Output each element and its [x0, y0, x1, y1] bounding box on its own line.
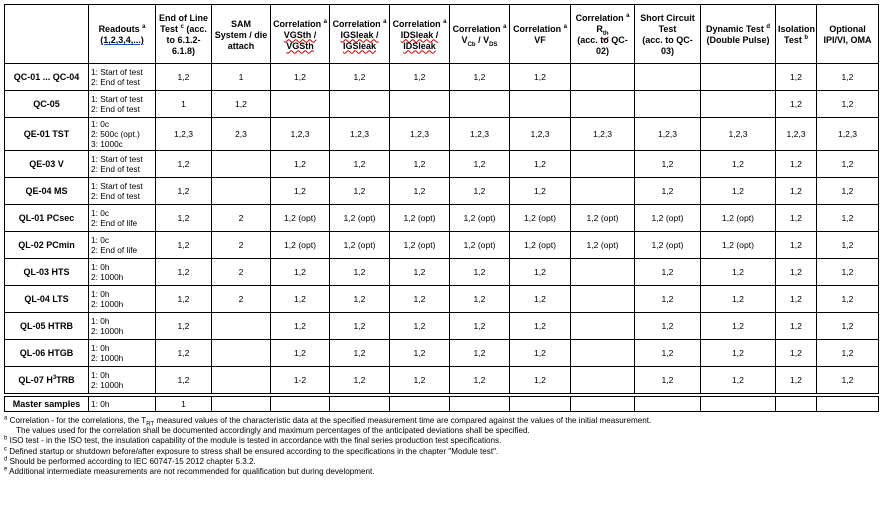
table-cell: 1,2 — [635, 340, 701, 367]
test-matrix-table — [4, 4, 879, 394]
table-cell: 1,2 — [776, 340, 817, 367]
table-cell — [571, 64, 635, 91]
row-readouts — [89, 205, 156, 232]
table-cell: 1,2 — [450, 151, 510, 178]
table-cell — [330, 91, 390, 118]
table-cell: 1,2 — [817, 259, 879, 286]
table-row — [5, 178, 879, 205]
row-test-name-text: QL-03 HTS — [23, 267, 70, 277]
table-cell: 1,2 — [701, 313, 776, 340]
table-row — [5, 286, 879, 313]
table-cell: 1,2 — [510, 151, 571, 178]
table-cell: 1,2 (opt) — [390, 205, 450, 232]
table-cell: 1,2 — [776, 64, 817, 91]
readout-line: 2: End of test — [91, 104, 140, 114]
readout-line: 1: 0c — [91, 208, 109, 218]
table-cell — [571, 286, 635, 313]
table-row — [5, 367, 879, 394]
table-cell — [571, 397, 635, 412]
table-cell: 1,2,3 — [390, 118, 450, 151]
row-test-name-text: QL-04 LTS — [24, 294, 69, 304]
row-test-name-text: QE-03 V — [29, 159, 64, 169]
table-cell: 1,2 — [776, 178, 817, 205]
row-test-name — [5, 178, 89, 205]
footnote-text: Should be performed according to IEC 60747-15 2012 chapter 5.3.2. — [9, 456, 256, 466]
header-dynamic-test: Dynamic Test $^d$ (Double Pulse) — [701, 5, 776, 64]
table-cell: 1,2,3 — [330, 118, 390, 151]
table-cell: 1,2 — [156, 205, 212, 232]
table-cell: 1,2 — [817, 205, 879, 232]
readout-line: 2: End of test — [91, 191, 140, 201]
footnote-text: The values used for the correlation shall be documented accordingly and maximum percentages of the anticipated deviations shall be specified. — [16, 426, 530, 436]
table-cell: 1,2 — [635, 259, 701, 286]
table-row — [5, 313, 879, 340]
table-cell — [776, 397, 817, 412]
table-cell: 1,2 — [330, 367, 390, 394]
table-cell: 1,2,3 — [776, 118, 817, 151]
table-cell — [390, 91, 450, 118]
footnote-mark: c — [4, 445, 7, 452]
header-correlation-igsleak: Correlation $^a$ IGSleak / IGSleak — [330, 5, 390, 64]
table-cell: 1,2 — [156, 313, 212, 340]
table-cell — [571, 151, 635, 178]
readout-line: 1: 0h — [91, 343, 110, 353]
table-cell: 1,2 — [390, 286, 450, 313]
row-readouts — [89, 178, 156, 205]
row-readouts — [89, 367, 156, 394]
table-cell: 1,2 (opt) — [271, 205, 330, 232]
table-cell: 1,2 — [817, 340, 879, 367]
table-cell: 1,2 — [271, 340, 330, 367]
table-cell — [635, 91, 701, 118]
table-cell: 1,2,3 — [156, 118, 212, 151]
table-cell: 1,2 — [817, 232, 879, 259]
footnote-text: ISO test - in the ISO test, the insulation capability of the module is tested in accordance with the final series production test specifications. — [9, 436, 502, 446]
table-cell — [390, 397, 450, 412]
row-test-name-tail: TRB — [56, 375, 75, 385]
table-cell: 1,2 — [330, 340, 390, 367]
table-cell — [635, 397, 701, 412]
footnote-mark: b — [4, 435, 8, 442]
table-cell: 1,2 — [156, 367, 212, 394]
table-cell: 1,2,3 — [701, 118, 776, 151]
table-cell: 1,2 — [776, 259, 817, 286]
table-cell — [701, 64, 776, 91]
table-cell — [330, 397, 390, 412]
row-test-name — [5, 259, 89, 286]
readout-line: 1: Start of test — [91, 94, 143, 104]
row-readouts — [89, 340, 156, 367]
table-cell — [212, 340, 271, 367]
header-short-circuit-test: Short Circuit Test (acc. to QC-03) — [635, 5, 701, 64]
header-isolation-test: Isolation Test $^b$ — [776, 5, 817, 64]
header-correlation-vf: Correlation $^a$ VF — [510, 5, 571, 64]
table-cell: 1,2 — [817, 178, 879, 205]
table-cell: 1,2 (opt) — [571, 232, 635, 259]
table-cell: 1,2 — [271, 178, 330, 205]
table-cell: 1,2 — [776, 91, 817, 118]
table-cell: 1,2 — [776, 232, 817, 259]
table-cell: 1,2 — [156, 232, 212, 259]
readout-line: 2: 1000h — [91, 380, 124, 390]
row-test-name — [5, 64, 89, 91]
footnote-line — [4, 467, 878, 477]
table-cell — [635, 64, 701, 91]
table-cell: 1,2 (opt) — [701, 232, 776, 259]
row-test-name — [5, 286, 89, 313]
table-cell: 1,2 — [817, 151, 879, 178]
table-cell: 1,2 — [510, 340, 571, 367]
header-readouts: Readouts $^a$ (1,2,3,4,...) — [89, 5, 156, 64]
footnote-line — [4, 426, 878, 436]
table-cell: 1,2 — [450, 313, 510, 340]
table-cell: 1,2 (opt) — [271, 232, 330, 259]
readout-line: 1: Start of test — [91, 67, 143, 77]
table-cell: 1,2 (opt) — [510, 232, 571, 259]
readout-line: 3: 1000c — [91, 139, 123, 149]
table-cell: 1,2,3 — [450, 118, 510, 151]
table-cell: 2 — [212, 286, 271, 313]
table-cell: 1,2 — [776, 205, 817, 232]
footnote-text: Defined startup or shutdown before/after exposure to stress shall be ensured according to the specifications in the chapter "Module test". — [9, 446, 499, 456]
table-cell: 1,2 — [450, 286, 510, 313]
row-readouts — [89, 232, 156, 259]
table-cell: 1,2 — [701, 259, 776, 286]
table-cell: 1,2 — [156, 259, 212, 286]
table-cell: 1,2 — [635, 286, 701, 313]
footnote-sub: RT — [146, 421, 155, 428]
row-test-name-text: QL-05 HTRB — [19, 321, 73, 331]
row-readouts — [89, 259, 156, 286]
table-row — [5, 91, 879, 118]
table-cell: 1,2 — [817, 367, 879, 394]
row-test-name-text: QL-07 H — [18, 375, 53, 385]
row-test-name-text: QC-05 — [33, 99, 60, 109]
footnote-text-tail: measured values of the characteristic data at the specified measurement time are compared against the values of the initial measurement. — [154, 416, 652, 425]
table-cell: 1,2 — [817, 64, 879, 91]
table-row — [5, 118, 879, 151]
readout-line: 2: End of test — [91, 164, 140, 174]
header-end-of-line-test: End of Line Test $^c$ (acc. to 6.1.2-6.1.8) — [156, 5, 212, 64]
table-cell — [450, 91, 510, 118]
table-cell — [510, 397, 571, 412]
row-test-name-text: QL-06 HTGB — [19, 348, 74, 358]
row-test-name-text: QE-01 TST — [23, 129, 70, 139]
master-samples-readout: 1: 0h — [89, 397, 156, 412]
table-cell: 1,2,3 — [510, 118, 571, 151]
readout-line: 2: 1000h — [91, 326, 124, 336]
readout-line: 1: 0c — [91, 235, 109, 245]
table-cell — [271, 91, 330, 118]
table-cell: 1 — [156, 397, 212, 412]
readout-line: 2: 500c (opt.) — [91, 129, 140, 139]
row-test-name — [5, 232, 89, 259]
table-cell: 1,2 — [156, 151, 212, 178]
table-cell: 1,2 — [510, 259, 571, 286]
table-cell: 1,2 — [330, 313, 390, 340]
table-cell: 1,2,3 — [635, 118, 701, 151]
readout-line: 1: Start of test — [91, 181, 143, 191]
table-cell: 1,2 — [330, 151, 390, 178]
table-cell — [571, 91, 635, 118]
table-cell: 1,2 — [330, 178, 390, 205]
table-cell — [212, 397, 271, 412]
table-cell — [450, 397, 510, 412]
footnote-line — [4, 416, 878, 426]
header-row — [5, 5, 879, 64]
qualification-matrix — [4, 4, 878, 477]
table-cell: 1,2 — [330, 64, 390, 91]
table-cell: 1,2 — [635, 151, 701, 178]
table-cell: 1,2 (opt) — [330, 232, 390, 259]
footnote-mark: a — [4, 415, 8, 422]
table-row — [5, 232, 879, 259]
table-cell: 1,2 — [635, 178, 701, 205]
table-cell: 1,2 — [450, 259, 510, 286]
table-cell — [571, 340, 635, 367]
table-cell: 1,2 — [390, 178, 450, 205]
readout-line: 2: 1000h — [91, 299, 124, 309]
row-test-name-text: QL-01 PCsec — [18, 213, 75, 223]
row-test-name-text: QC-01 ... QC-04 — [13, 72, 80, 82]
table-cell: 1,2 — [635, 367, 701, 394]
table-cell: 1,2 — [776, 286, 817, 313]
master-samples-row — [5, 397, 879, 412]
row-test-name — [5, 205, 89, 232]
readout-line: 1: 0h — [91, 262, 110, 272]
header-correlation-idsleak: Correlation $^a$ IDSleak / IDSleak — [390, 5, 450, 64]
row-test-name — [5, 367, 89, 394]
table-cell — [212, 313, 271, 340]
readout-line: 2: 1000h — [91, 353, 124, 363]
table-cell: 1,2 — [450, 340, 510, 367]
readout-line: 1: 0c — [91, 119, 109, 129]
row-test-name — [5, 313, 89, 340]
table-cell — [571, 313, 635, 340]
readout-line: 1: 0h — [91, 370, 110, 380]
table-cell: 1,2 (opt) — [635, 232, 701, 259]
footnote-text: Additional intermediate measurements are not recommended for qualification but during development. — [9, 467, 375, 477]
footnote-text: Correlation - for the correlations, the T — [9, 416, 147, 425]
table-cell: 1,2 — [817, 313, 879, 340]
table-cell — [271, 397, 330, 412]
readout-line: 2: 1000h — [91, 272, 124, 282]
table-row — [5, 64, 879, 91]
table-cell: 1 — [212, 64, 271, 91]
table-cell: 1,2 — [390, 313, 450, 340]
table-cell: 1,2 — [510, 178, 571, 205]
table-cell: 1,2 — [156, 178, 212, 205]
table-cell: 1,2 — [390, 259, 450, 286]
readout-line: 1: Start of test — [91, 154, 143, 164]
table-row — [5, 340, 879, 367]
table-cell: 1,2 — [156, 64, 212, 91]
table-cell: 1,2 — [271, 151, 330, 178]
table-cell — [212, 151, 271, 178]
table-cell: 1,2 — [390, 64, 450, 91]
footnote-mark: d — [4, 456, 8, 463]
table-cell: 1,2 — [510, 367, 571, 394]
readout-line: 1: 0h — [91, 289, 110, 299]
table-cell: 1,2 — [390, 151, 450, 178]
table-cell: 2 — [212, 205, 271, 232]
table-cell: 1,2 — [635, 313, 701, 340]
table-cell: 1,2 — [776, 367, 817, 394]
footnote-mark: e — [4, 466, 8, 473]
table-cell: 1,2 — [390, 367, 450, 394]
table-cell — [212, 367, 271, 394]
table-cell — [817, 397, 879, 412]
table-cell: 1,2 (opt) — [635, 205, 701, 232]
table-cell — [212, 178, 271, 205]
table-cell: 1,2 — [212, 91, 271, 118]
row-test-name-text: QL-02 PCmin — [18, 240, 75, 250]
table-cell: 1,2 (opt) — [330, 205, 390, 232]
table-cell: 1,2 — [701, 151, 776, 178]
table-cell: 1,2 — [817, 91, 879, 118]
row-readouts — [89, 64, 156, 91]
table-cell: 1,2 (opt) — [390, 232, 450, 259]
table-cell: 1,2 — [390, 340, 450, 367]
readout-line: 2: End of test — [91, 77, 140, 87]
table-cell: 1,2 — [510, 286, 571, 313]
row-test-name — [5, 118, 89, 151]
footnote-line — [4, 447, 878, 457]
table-cell: 1,2 (opt) — [701, 205, 776, 232]
table-cell: 1,2 — [776, 313, 817, 340]
row-readouts — [89, 286, 156, 313]
footnote-line — [4, 457, 878, 467]
table-cell: 1,2 — [817, 286, 879, 313]
table-cell: 1,2 — [330, 286, 390, 313]
table-row — [5, 151, 879, 178]
table-cell: 1,2 — [330, 259, 390, 286]
table-cell: 1,2 — [450, 178, 510, 205]
row-test-name-text: QE-04 MS — [25, 186, 68, 196]
table-cell: 1,2 — [271, 64, 330, 91]
table-cell: 1,2 — [156, 286, 212, 313]
row-readouts — [89, 118, 156, 151]
table-cell: 1,2 — [701, 367, 776, 394]
table-cell: 1,2 — [510, 64, 571, 91]
row-test-name — [5, 91, 89, 118]
table-cell — [701, 91, 776, 118]
table-cell: 1,2 — [271, 286, 330, 313]
table-cell: 2 — [212, 259, 271, 286]
row-test-name — [5, 151, 89, 178]
row-test-name — [5, 340, 89, 367]
table-row — [5, 259, 879, 286]
table-cell: 1,2 — [510, 313, 571, 340]
table-cell: 1,2 — [450, 64, 510, 91]
header-sam-system: SAM System / die attach — [212, 5, 271, 64]
row-readouts — [89, 313, 156, 340]
table-cell: 2 — [212, 232, 271, 259]
table-cell: 1,2 — [271, 259, 330, 286]
row-readouts — [89, 151, 156, 178]
table-cell: 1 — [156, 91, 212, 118]
table-cell: 1,2 — [156, 340, 212, 367]
table-cell: 1,2 (opt) — [510, 205, 571, 232]
table-cell: 1,2 — [271, 313, 330, 340]
table-cell: 1,2 — [450, 367, 510, 394]
table-cell: 1,2,3 — [817, 118, 879, 151]
readout-line: 2: End of life — [91, 245, 138, 255]
header-correlation-rth: Correlation $^a$ $R_{th}$ (acc. to QC-02) — [571, 5, 635, 64]
table-cell — [571, 259, 635, 286]
footnote-line — [4, 436, 878, 446]
table-cell: 1,2 (opt) — [450, 232, 510, 259]
row-readouts — [89, 91, 156, 118]
header-optional: Optional IPI/VI, OMA — [817, 5, 879, 64]
matrix-body — [5, 64, 879, 394]
table-cell — [571, 178, 635, 205]
table-cell: 2,3 — [212, 118, 271, 151]
header-correlation-vcb: Correlation $^a$ $V_{Cb} / V_{DS}$ — [450, 5, 510, 64]
table-cell: 1,2 — [776, 151, 817, 178]
table-cell: 1-2 — [271, 367, 330, 394]
table-cell — [701, 397, 776, 412]
table-cell: 1,2,3 — [271, 118, 330, 151]
table-cell: 1,2 — [701, 340, 776, 367]
table-cell — [571, 367, 635, 394]
header-correlation-vgsth: Correlation $^a$ VGSth / VGSth — [271, 5, 330, 64]
readout-line: 1: 0h — [91, 316, 110, 326]
table-cell: 1,2,3 — [571, 118, 635, 151]
table-cell: 1,2 (opt) — [571, 205, 635, 232]
row-test-name-sup: 3 — [52, 375, 57, 381]
header-corner — [5, 5, 89, 64]
table-row — [5, 205, 879, 232]
readout-line: 2: End of life — [91, 218, 138, 228]
table-cell: 1,2 — [701, 286, 776, 313]
table-cell — [510, 91, 571, 118]
table-cell: 1,2 — [701, 178, 776, 205]
footnotes — [4, 416, 878, 477]
master-samples-table — [4, 396, 879, 412]
table-cell: 1,2 (opt) — [450, 205, 510, 232]
master-samples-label: Master samples — [5, 397, 89, 412]
